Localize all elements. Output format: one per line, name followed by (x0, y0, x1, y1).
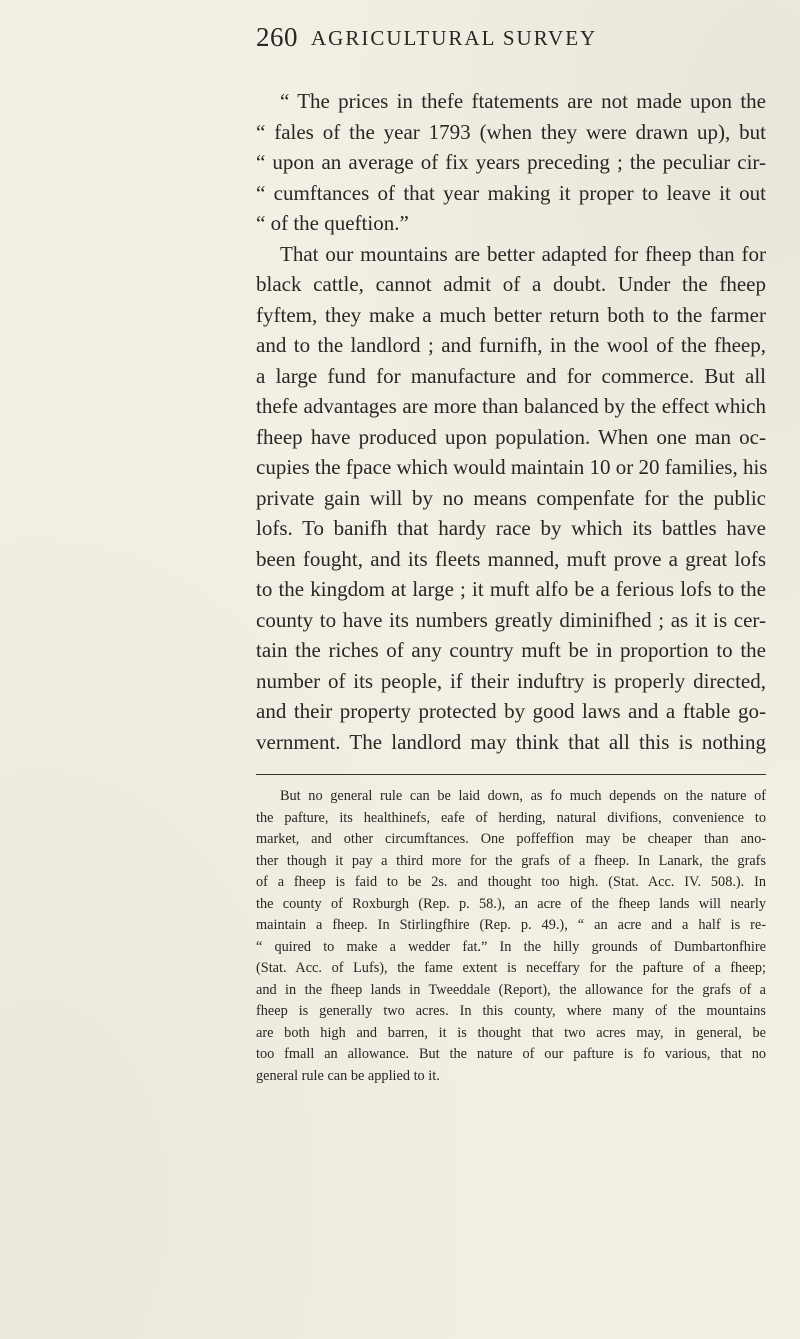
footnote-line: general rule can be applied to it. (256, 1067, 440, 1084)
body-line: “ upon an average of fix years preceding ; the peculiar cir- (256, 150, 766, 174)
body-line: lofs. To banifh that hardy race by which its battles have (256, 516, 766, 540)
body-line: county to have its numbers greatly diminifhed ; as it is cer- (256, 607, 766, 632)
body-line: to the kingdom at large ; it muft alfo be a ferious lofs to the (256, 577, 766, 601)
running-head: AGRICULTURAL SURVEY (311, 26, 598, 50)
body-line: “ cumftances of that year making it proper to leave it out (256, 180, 766, 205)
footnote-line: the pafture, its healthinefs, eafe of herding, natural divifions, convenience to (256, 809, 766, 826)
body-line: fheep have produced upon population. When one man oc- (256, 424, 766, 449)
page-number: 260 (256, 22, 298, 52)
footnote-line: But no general rule can be laid down, as fo much depends on the nature of (280, 788, 766, 804)
footnote-line: too fmall an allowance. But the nature of our pafture is fo various, that no (256, 1046, 766, 1062)
footnote-line: market, and other circumftances. One poffeffion may be cheaper than ano- (256, 831, 766, 847)
body-line: “ of the queftion.” (256, 211, 409, 235)
body-line: a large fund for manufacture and for commerce. But all (256, 363, 766, 388)
body-line: “ fales of the year 1793 (when they were drawn up), but (256, 119, 766, 144)
body-line: number of its people, if their induftry is properly directed, (256, 668, 766, 693)
body-line: and to the landlord ; and furnifh, in the wool of the fheep, (256, 333, 766, 357)
footnote-line: and in the fheep lands in Tweeddale (Report), the allowance for the grafs of a (256, 981, 766, 998)
body-line: thefe advantages are more than balanced by the effect which (256, 394, 766, 418)
body-line: vernment. The landlord may think that all this is nothing (256, 729, 766, 754)
body-line: tain the riches of any country muft be in proportion to the (256, 638, 766, 662)
body-line: and their property protected by good laws and a ftable go- (256, 699, 766, 723)
footnote-divider (256, 774, 766, 775)
footnote-line: are both high and barren, it is thought that two acres may, in general, be (256, 1024, 766, 1041)
page-header (256, 22, 756, 62)
body-line: “ The prices in thefe ftatements are not made upon the (280, 89, 766, 113)
body-line: cupies the fpace which would maintain 10 or 20 families, his (256, 455, 768, 479)
footnote-line: of a fheep is faid to be 2s. and thought too high. (Stat. Acc. IV. 508.). In (256, 874, 766, 890)
footnote-line: (Stat. Acc. of Lufs), the fame extent is neceffary for the pafture of a fheep; (256, 960, 766, 976)
body-line: That our mountains are better adapted for fheep than for (280, 241, 766, 266)
footnote-line: ther though it pay a third more for the grafs of a fheep. In Lanark, the grafs (256, 852, 766, 869)
body-line: black cattle, cannot admit of a doubt. Under the fheep (256, 272, 766, 296)
footnote-line: “ quired to make a wedder fat.” In the hilly grounds of Dumbartonfhire (256, 938, 766, 955)
footnote (256, 786, 766, 1087)
footnote-line: maintain a fheep. In Stirlingfhire (Rep. p. 49.), “ an acre and a half is re- (256, 917, 766, 933)
footnote-line: fheep is generally two acres. In this county, where many of the mountains (256, 1003, 766, 1019)
body-text (256, 86, 766, 757)
footnote-line: the county of Roxburgh (Rep. p. 58.), an acre of the fheep lands will nearly (256, 895, 766, 912)
body-line: private gain will by no means compenfate for the public (256, 485, 766, 510)
body-line: been fought, and its fleets manned, muft prove a great lofs (256, 546, 766, 571)
body-line: fyftem, they make a much better return both to the farmer (256, 302, 766, 327)
